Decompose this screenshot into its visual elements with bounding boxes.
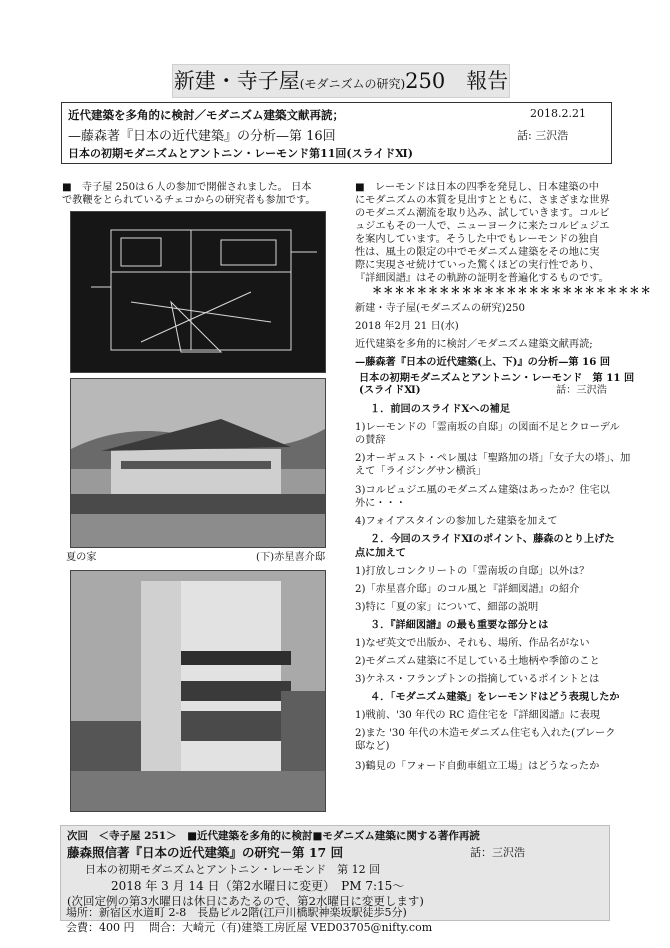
s1-item-1a: 1)レーモンドの「霊南坂の自邸」の図面不足とクローデル [355,422,620,433]
meta-line-3: 近代建築を多角的に検討／モダニズム建築文献再読; [355,339,593,350]
footer-line-6: 場所：新宿区水道町 2-8 長島ビル2階(江戸川橋駅神楽坂駅徒歩5分) [66,906,407,919]
title-subtitle: (モダニズムの研究) [299,77,406,91]
right-intro-2: にモダニズムの本質を見出すとともに、さまざまな世界 [355,195,610,206]
right-intro-4: ュジエもその一人で、ニューヨークに来たコルビュジエ [355,221,610,232]
s1-item-2a: 2)オーギュスト・ペレ風は「聖路加の塔」「女子大の塔」、加 [355,453,631,464]
footer-line-7: 会費：400 円 問合：大崎元（有)建築工房匠屋 VED03705@nifty.com [66,921,433,934]
section-2-heading-2: 点に加えて [355,547,406,559]
footer-line-4: 2018 年 3 月 14 日（第2水曜日に変更） PM 7:15～ [111,879,405,893]
star-divider: ＊＊＊＊＊＊＊＊＊＊＊＊＊＊＊＊＊＊＊＊＊＊＊＊＊ [372,285,652,297]
meta-line-1: 新建・寺子屋(モダニズムの研究)250 [355,303,526,314]
akaboshi-house-illustration [71,571,325,811]
header-speaker: 話: 三沢浩 [517,129,569,142]
left-intro-1: ■ 寺子屋 250は６人の参加で開催されました。 日本 [62,182,312,193]
akaboshi-house-photo [70,570,326,812]
header-line-1: 近代建築を多角的に検討／モダニズム建築文献再読； [68,108,344,122]
plan-drawing-lines [71,212,325,372]
header-box [61,102,612,164]
section-1-heading: １．前回のスライドⅩへの補足 [370,403,511,415]
right-intro-3: のモダニズム潮流を取り込み、試していきます。コルビ [355,208,610,219]
section-4-heading: ４．「モダニズム建築」をレーモンドはどう表現したか [370,691,620,703]
page-title [172,64,510,98]
title-main: 新建・寺子屋 [173,69,300,93]
s1-item-3a: 3)コルビュジエ風のモダニズム建築はあったか？住宅以 [355,485,610,496]
footer-line-2: 藤森照信著『日本の近代建築』の研究－第 17 回 [67,845,344,860]
s2-item-3: 3)特に「夏の家」について、細部の説明 [355,602,539,613]
title-number: 250 報告 [405,69,509,93]
s2-item-2: 2)「赤星喜介邸」のコル風と『詳細図譜』の紹介 [355,584,580,595]
meta-line-6: (スライドⅪ) [359,384,421,396]
s3-item-3: 3)ケネス・フランプトンの指摘しているポイントとは [355,674,600,685]
s1-item-3b: 外に・・・ [355,498,406,509]
summer-house-photo [70,378,326,548]
header-line-3: 日本の初期モダニズムとアントニン・レーモンド第11回(スライドⅪ) [68,147,413,160]
meta-speaker: 話：三沢浩 [556,385,607,396]
caption-akaboshi: (下)赤星喜介邸 [256,552,326,563]
footer-line-1: 次回 ＜寺子屋 251＞ ■近代建築を多角的に検討■モダニズム建築に関する著作再読 [67,830,480,842]
s3-item-1: 1)なぜ英文で出版か、それも、場所、作品名がない [355,638,590,649]
footer-speaker: 話：三沢浩 [470,846,525,859]
summer-house-illustration [71,379,325,547]
right-intro-6: 性は、風土の限定の中でモダニズム建築をその地に実 [355,247,600,258]
s1-item-1b: の賛辞 [355,435,386,446]
footer-line-3: 日本の初期モダニズムとアントニン・レーモンド 第 12 回 [85,863,381,876]
caption-summer-house: 夏の家 [66,552,97,563]
s1-item-2b: えて「ライジングサン横浜」 [355,466,487,477]
header-date: 2018.2.21 [530,107,586,120]
footer-line-5: (次回定例の第3水曜日は休日にあたるので、第2水曜日に変更します) [67,894,424,908]
header-line-2: —藤森著『日本の近代建築』の分析—第 16回 [68,129,336,144]
right-intro-7: 際に実現させ続けていった驚くほどの実行性であり、 [355,260,600,271]
meta-line-2: 2018 年2月 21 日(水) [355,321,459,332]
s4-item-2a: 2)また '30 年代の木造モダニズム住宅も入れた(ブレーク [355,728,616,739]
s4-item-2b: 邸など) [355,741,390,752]
section-3-heading: ３．『詳細図譜』の最も重要な部分とは [370,619,549,631]
plan-drawing-image [70,211,326,373]
right-intro-8: 『詳細図譜』はその軌跡の証明を普遍化するものです。 [355,273,609,284]
s4-item-3: 3)鶴見の「フォード自動車組立工場」はどうなったか [355,761,600,772]
right-intro-5: を案内しています。そうした中でもレーモンドの独自 [355,234,599,245]
meta-line-5: 日本の初期モダニズムとアントニン・レーモンド 第 11 回 [359,372,635,384]
s2-item-1: 1)打放しコンクリートの「霊南坂の自邸」以外は？ [355,566,590,577]
section-2-heading-1: ２．今回のスライドⅪのポイント、藤森のとり上げた [370,533,615,545]
meta-line-4: —藤森著『日本の近代建築(上、下)』の分析—第 16 回 [355,356,611,368]
s1-item-4: 4)フォイアスタインの参加した建築を加えて [355,516,558,527]
s3-item-2: 2)モダニズム建築に不足している土地柄や季節のこと [355,656,600,667]
s4-item-1: 1)戦前、'30 年代の RC 造住宅を『詳細図譜』に表現 [355,710,600,721]
left-intro-2: で教鞭をとられているチェコからの研究者も参加です。 [62,195,316,206]
right-intro-1: ■ レーモンドは日本の四季を発見し、日本建築の中 [355,182,599,193]
